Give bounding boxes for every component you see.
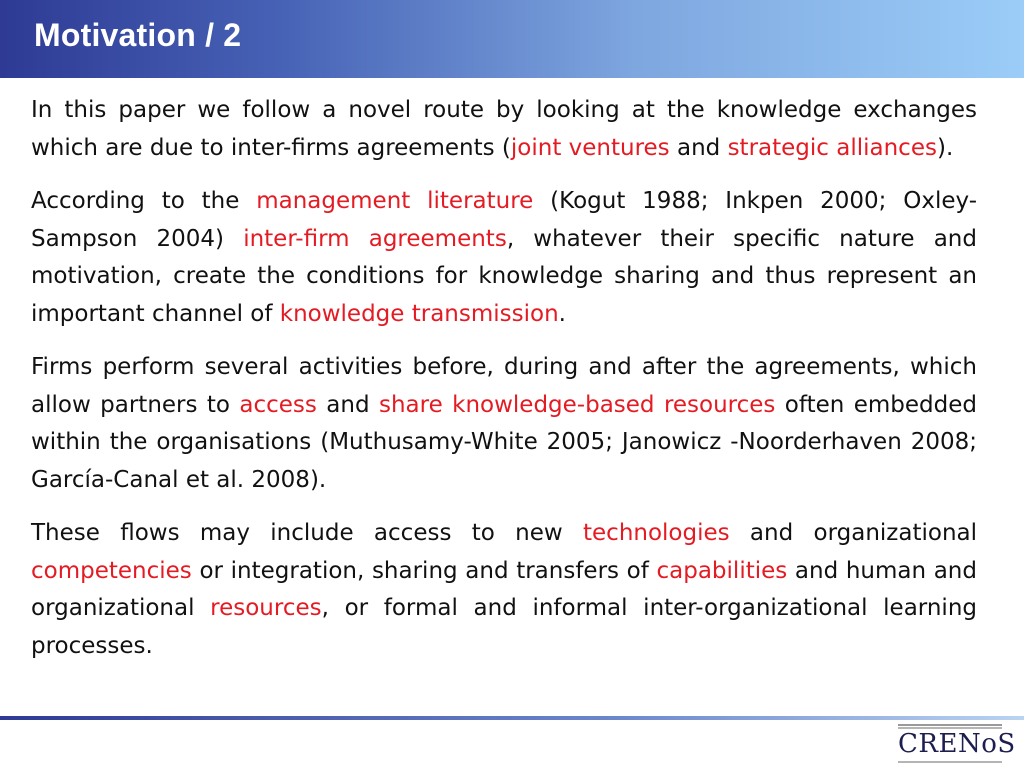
highlight-management-literature: management literature — [256, 188, 534, 214]
highlight-technologies: technologies — [583, 520, 730, 546]
text-run: According to the — [31, 188, 257, 214]
highlight-strategic-alliances: strategic alliances — [727, 134, 937, 161]
text-run: and — [316, 391, 379, 418]
text-run: or integration, sharing and transfers of — [191, 557, 657, 584]
text-run: In this paper we follow a novel route by looking at the knowledge exchanges which are due to inter-firms agreements ( — [31, 97, 977, 161]
paragraph-2 — [31, 183, 977, 333]
highlight-share-knowledge-based-resources: share knowledge-based resources — [378, 391, 776, 418]
text-run: Firms perform several activities before, during and after the agreements, which allow partners to — [31, 354, 977, 418]
highlight-capabilities: capabilities — [656, 557, 788, 584]
slide-title: Motivation / 2 — [34, 17, 242, 53]
highlight-knowledge-transmission: knowledge transmission — [279, 300, 559, 327]
highlight-competencies: competencies — [31, 557, 192, 584]
text-run: often embedded within the organisations (Muthusamy-White 2005; Janowicz -Noorderhaven 2008; García-Canal et al. 2008). — [31, 391, 977, 493]
paragraph-1 — [31, 92, 977, 167]
logo-fine-print-line — [898, 724, 1002, 726]
text-run: and organizational — [729, 520, 978, 546]
footer-divider — [0, 716, 1024, 720]
slide-header — [0, 0, 1024, 78]
text-run: (Kogut 1988; Inkpen 2000; Oxley-Sampson 2004) — [31, 188, 977, 252]
logo-fine-print-line — [898, 761, 1002, 763]
highlight-access: access — [239, 391, 317, 418]
paragraph-3 — [31, 349, 977, 499]
paragraph-4 — [31, 515, 977, 665]
crenos-logo — [898, 724, 1016, 764]
text-run: and human and organizational — [31, 557, 977, 621]
text-run: , whatever their specific nature and motivation, create the conditions for knowledge sharing and thus represent an important channel of — [31, 225, 977, 327]
text-run: ). — [936, 134, 954, 161]
highlight-inter-firm-agreements: inter-firm agreements — [243, 225, 507, 252]
text-run: . — [558, 300, 566, 327]
slide-body — [31, 92, 977, 681]
text-run: , or formal and informal inter-organizational learning processes. — [31, 595, 977, 659]
highlight-joint-ventures: joint ventures — [510, 134, 670, 161]
text-run: These flows may include access to new — [31, 520, 583, 546]
text-run: and — [669, 134, 728, 161]
highlight-resources: resources — [210, 595, 322, 621]
logo-name: CRENoS — [898, 729, 1016, 759]
